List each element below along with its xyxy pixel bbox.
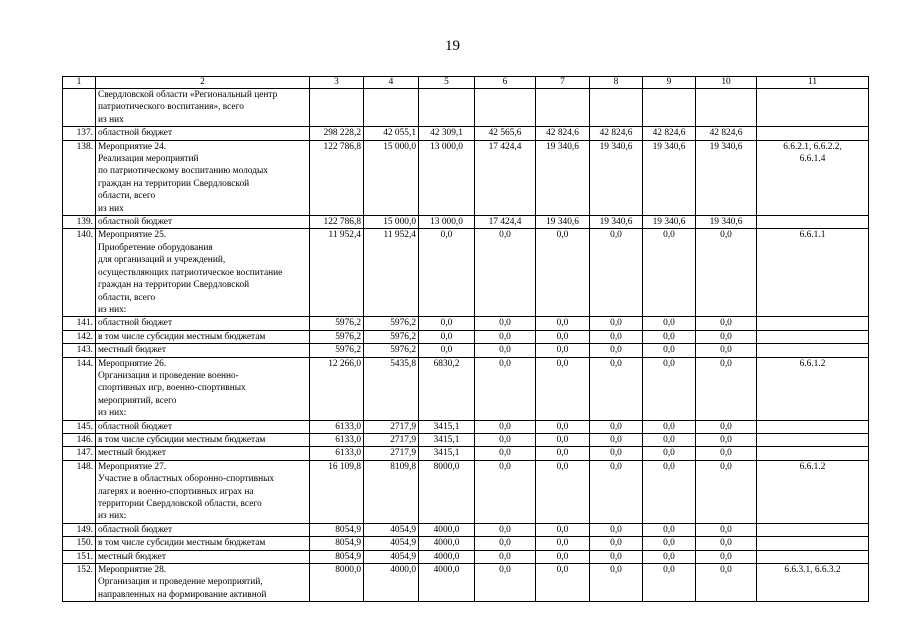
value-cell: 0,0 bbox=[590, 344, 643, 357]
table-row bbox=[63, 420, 869, 433]
page-number: 19 bbox=[445, 38, 460, 54]
value-cell: 0,0 bbox=[696, 550, 757, 563]
value-cell: 0,0 bbox=[696, 523, 757, 536]
value-cell: 298 228,2 bbox=[310, 127, 364, 140]
row-name bbox=[96, 127, 310, 140]
value-cell: 0,0 bbox=[536, 550, 590, 563]
value-cell: 0,0 bbox=[536, 357, 590, 420]
table-row bbox=[63, 523, 869, 536]
value-cell: 0,0 bbox=[696, 330, 757, 343]
value-cell: 13 000,0 bbox=[419, 140, 475, 215]
value-cell: 19 340,6 bbox=[536, 216, 590, 229]
target-indicator bbox=[757, 433, 869, 446]
budget-table bbox=[62, 76, 869, 602]
row-name-line: из них bbox=[98, 203, 124, 214]
table-row bbox=[63, 447, 869, 460]
value-cell: 4054,9 bbox=[364, 537, 419, 550]
row-name bbox=[96, 537, 310, 550]
value-cell: 5976,2 bbox=[364, 317, 419, 330]
row-number bbox=[63, 89, 96, 127]
row-name-line: Мероприятие 26. bbox=[98, 358, 167, 369]
value-cell: 8000,0 bbox=[310, 564, 364, 602]
value-cell: 5976,2 bbox=[364, 330, 419, 343]
row-name-line: в том числе субсидии местным бюджетам bbox=[98, 538, 266, 549]
row-name bbox=[96, 447, 310, 460]
row-name-line: Мероприятие 25. bbox=[98, 230, 167, 241]
value-cell: 0,0 bbox=[536, 523, 590, 536]
table-row bbox=[63, 433, 869, 446]
value-cell: 5976,2 bbox=[310, 317, 364, 330]
row-number: 142. bbox=[63, 330, 96, 343]
column-header-2: 2 bbox=[96, 77, 310, 89]
column-header-1: 1 bbox=[63, 77, 96, 89]
value-cell: 6133,0 bbox=[310, 433, 364, 446]
table-row bbox=[63, 344, 869, 357]
value-cell: 2717,9 bbox=[364, 433, 419, 446]
table-row bbox=[63, 140, 869, 215]
row-number: 145. bbox=[63, 420, 96, 433]
value-cell: 0,0 bbox=[590, 433, 643, 446]
target-indicator bbox=[757, 89, 869, 127]
value-cell: 0,0 bbox=[590, 550, 643, 563]
value-cell: 0,0 bbox=[419, 317, 475, 330]
row-name-line: Мероприятие 27. bbox=[98, 461, 167, 472]
value-cell: 5976,2 bbox=[310, 330, 364, 343]
target-indicator bbox=[757, 550, 869, 563]
target-indicator bbox=[757, 330, 869, 343]
row-name-line: областной бюджет bbox=[98, 318, 173, 329]
table-row bbox=[63, 330, 869, 343]
value-cell: 0,0 bbox=[643, 523, 696, 536]
table-row bbox=[63, 564, 869, 602]
value-cell: 0,0 bbox=[643, 344, 696, 357]
target-indicator bbox=[757, 523, 869, 536]
value-cell: 0,0 bbox=[696, 317, 757, 330]
row-name bbox=[96, 229, 310, 317]
table-row bbox=[63, 460, 869, 523]
row-name-line: патриотического воспитания», всего bbox=[98, 102, 244, 113]
column-header-11: 11 bbox=[757, 77, 869, 89]
row-name-line: Приобретение оборудования bbox=[98, 242, 213, 253]
value-cell: 0,0 bbox=[475, 330, 536, 343]
value-cell: 122 786,8 bbox=[310, 216, 364, 229]
row-name bbox=[96, 564, 310, 602]
value-cell: 122 786,8 bbox=[310, 140, 364, 215]
value-cell: 0,0 bbox=[475, 564, 536, 602]
row-number: 140. bbox=[63, 229, 96, 317]
column-header-3: 3 bbox=[310, 77, 364, 89]
value-cell: 19 340,6 bbox=[696, 216, 757, 229]
value-cell: 0,0 bbox=[536, 317, 590, 330]
value-cell: 0,0 bbox=[475, 344, 536, 357]
row-name-line: Мероприятие 28. bbox=[98, 565, 167, 576]
value-cell: 0,0 bbox=[475, 550, 536, 563]
value-cell: 8054,9 bbox=[310, 537, 364, 550]
value-cell: 8054,9 bbox=[310, 523, 364, 536]
column-header-9: 9 bbox=[643, 77, 696, 89]
value-cell: 0,0 bbox=[475, 433, 536, 446]
value-cell: 0,0 bbox=[696, 447, 757, 460]
value-cell: 0,0 bbox=[536, 229, 590, 317]
value-cell: 0,0 bbox=[696, 229, 757, 317]
value-cell: 4000,0 bbox=[419, 550, 475, 563]
value-cell: 0,0 bbox=[643, 447, 696, 460]
value-cell: 0,0 bbox=[475, 420, 536, 433]
value-cell: 0,0 bbox=[590, 537, 643, 550]
column-header-4: 4 bbox=[364, 77, 419, 89]
value-cell: 0,0 bbox=[419, 229, 475, 317]
value-cell: 11 952,4 bbox=[310, 229, 364, 317]
value-cell: 0,0 bbox=[475, 460, 536, 523]
row-name-line: лагерях и военно-спортивных играх на bbox=[98, 486, 254, 497]
row-number: 148. bbox=[63, 460, 96, 523]
value-cell: 19 340,6 bbox=[696, 140, 757, 215]
table-row bbox=[63, 537, 869, 550]
value-cell: 0,0 bbox=[590, 229, 643, 317]
value-cell: 19 340,6 bbox=[536, 140, 590, 215]
value-cell: 19 340,6 bbox=[590, 140, 643, 215]
value-cell: 13 000,0 bbox=[419, 216, 475, 229]
target-indicator bbox=[757, 344, 869, 357]
row-name-line: Реализация мероприятий bbox=[98, 154, 199, 165]
value-cell: 4054,9 bbox=[364, 523, 419, 536]
value-cell: 0,0 bbox=[475, 447, 536, 460]
value-cell: 17 424,4 bbox=[475, 140, 536, 215]
target-indicator bbox=[757, 317, 869, 330]
value-cell bbox=[696, 89, 757, 127]
row-number: 147. bbox=[63, 447, 96, 460]
row-name bbox=[96, 216, 310, 229]
value-cell bbox=[536, 89, 590, 127]
table-row bbox=[63, 357, 869, 420]
row-name-line: в том числе субсидии местным бюджетам bbox=[98, 434, 266, 445]
value-cell: 42 824,6 bbox=[643, 127, 696, 140]
row-name bbox=[96, 89, 310, 127]
value-cell: 4000,0 bbox=[419, 523, 475, 536]
value-cell: 0,0 bbox=[696, 357, 757, 420]
row-name bbox=[96, 420, 310, 433]
value-cell: 0,0 bbox=[696, 433, 757, 446]
row-name-line: из них: bbox=[98, 304, 127, 315]
value-cell: 42 824,6 bbox=[590, 127, 643, 140]
value-cell: 0,0 bbox=[419, 344, 475, 357]
table-body bbox=[63, 77, 869, 602]
row-name-line: областной бюджет bbox=[98, 217, 173, 228]
row-name bbox=[96, 140, 310, 215]
table-row bbox=[63, 89, 869, 127]
column-header-8: 8 bbox=[590, 77, 643, 89]
row-name-line: граждан на территории Свердловской bbox=[98, 178, 250, 189]
row-name bbox=[96, 344, 310, 357]
value-cell: 11 952,4 bbox=[364, 229, 419, 317]
value-cell: 0,0 bbox=[643, 420, 696, 433]
row-name-line: осуществляющих патриотическое воспитание bbox=[98, 267, 283, 278]
row-name-line: Организация и проведение военно- bbox=[98, 370, 239, 381]
row-name-line: для организаций и учреждений, bbox=[98, 255, 226, 266]
target-indicator bbox=[757, 420, 869, 433]
value-cell: 15 000,0 bbox=[364, 216, 419, 229]
value-cell: 16 109,8 bbox=[310, 460, 364, 523]
row-name bbox=[96, 357, 310, 420]
row-name-line: Мероприятие 24. bbox=[98, 141, 167, 152]
value-cell: 15 000,0 bbox=[364, 140, 419, 215]
row-number: 143. bbox=[63, 344, 96, 357]
target-indicator bbox=[757, 127, 869, 140]
row-name-line: Участие в областных оборонно-спортивных bbox=[98, 474, 275, 485]
value-cell: 42 309,1 bbox=[419, 127, 475, 140]
row-name bbox=[96, 330, 310, 343]
value-cell: 8109,8 bbox=[364, 460, 419, 523]
value-cell: 0,0 bbox=[643, 550, 696, 563]
value-cell: 0,0 bbox=[536, 420, 590, 433]
row-number: 151. bbox=[63, 550, 96, 563]
target-indicator: 6.6.3.1, 6.6.3.2 bbox=[757, 564, 869, 602]
value-cell: 0,0 bbox=[536, 433, 590, 446]
value-cell: 0,0 bbox=[696, 564, 757, 602]
row-name-line: области, всего bbox=[98, 292, 156, 303]
column-header-7: 7 bbox=[536, 77, 590, 89]
target-indicator bbox=[757, 447, 869, 460]
value-cell: 0,0 bbox=[590, 420, 643, 433]
value-cell: 0,0 bbox=[643, 330, 696, 343]
value-cell: 12 266,0 bbox=[310, 357, 364, 420]
value-cell: 0,0 bbox=[536, 344, 590, 357]
value-cell: 0,0 bbox=[590, 460, 643, 523]
column-header-6: 6 bbox=[475, 77, 536, 89]
value-cell: 0,0 bbox=[590, 357, 643, 420]
value-cell: 0,0 bbox=[475, 317, 536, 330]
row-number: 152. bbox=[63, 564, 96, 602]
value-cell: 3415,1 bbox=[419, 420, 475, 433]
value-cell: 0,0 bbox=[643, 433, 696, 446]
column-header-10: 10 bbox=[696, 77, 757, 89]
table-row bbox=[63, 317, 869, 330]
table-row bbox=[63, 550, 869, 563]
value-cell: 0,0 bbox=[475, 357, 536, 420]
row-name-line: Организация и проведение мероприятий, bbox=[98, 577, 263, 588]
value-cell: 6133,0 bbox=[310, 420, 364, 433]
row-number: 149. bbox=[63, 523, 96, 536]
value-cell: 17 424,4 bbox=[475, 216, 536, 229]
value-cell: 5435,8 bbox=[364, 357, 419, 420]
row-name-line: местный бюджет bbox=[98, 551, 166, 562]
row-name bbox=[96, 523, 310, 536]
value-cell: 0,0 bbox=[536, 447, 590, 460]
value-cell bbox=[590, 89, 643, 127]
value-cell: 4054,9 bbox=[364, 550, 419, 563]
row-name-line: из них bbox=[98, 114, 124, 125]
row-name-line: из них: bbox=[98, 408, 127, 419]
value-cell: 0,0 bbox=[643, 229, 696, 317]
row-name bbox=[96, 460, 310, 523]
value-cell: 42 824,6 bbox=[696, 127, 757, 140]
row-number: 139. bbox=[63, 216, 96, 229]
row-name-line: области, всего bbox=[98, 191, 156, 202]
row-number: 138. bbox=[63, 140, 96, 215]
value-cell: 0,0 bbox=[643, 564, 696, 602]
row-number: 150. bbox=[63, 537, 96, 550]
value-cell: 0,0 bbox=[696, 460, 757, 523]
row-name bbox=[96, 550, 310, 563]
row-name-line: областной бюджет bbox=[98, 128, 173, 139]
value-cell: 0,0 bbox=[475, 523, 536, 536]
value-cell: 0,0 bbox=[475, 229, 536, 317]
value-cell: 5976,2 bbox=[310, 344, 364, 357]
row-name-line: в том числе субсидии местным бюджетам bbox=[98, 331, 266, 342]
row-name-line: областной бюджет bbox=[98, 524, 173, 535]
value-cell: 0,0 bbox=[590, 523, 643, 536]
value-cell: 42 055,1 bbox=[364, 127, 419, 140]
value-cell: 19 340,6 bbox=[590, 216, 643, 229]
target-indicator: 6.6.1.2 bbox=[757, 460, 869, 523]
value-cell bbox=[364, 89, 419, 127]
row-number: 137. bbox=[63, 127, 96, 140]
value-cell: 6830,2 bbox=[419, 357, 475, 420]
value-cell: 0,0 bbox=[590, 330, 643, 343]
row-name-line: из них: bbox=[98, 511, 127, 522]
value-cell: 0,0 bbox=[475, 537, 536, 550]
table-row bbox=[63, 229, 869, 317]
value-cell bbox=[475, 89, 536, 127]
value-cell: 0,0 bbox=[696, 420, 757, 433]
value-cell: 3415,1 bbox=[419, 433, 475, 446]
target-indicator bbox=[757, 537, 869, 550]
value-cell: 8054,9 bbox=[310, 550, 364, 563]
target-indicator: 6.6.1.2 bbox=[757, 357, 869, 420]
value-cell: 0,0 bbox=[590, 447, 643, 460]
value-cell: 0,0 bbox=[536, 460, 590, 523]
row-name-line: местный бюджет bbox=[98, 345, 166, 356]
value-cell: 2717,9 bbox=[364, 420, 419, 433]
value-cell: 4000,0 bbox=[364, 564, 419, 602]
value-cell: 0,0 bbox=[643, 357, 696, 420]
target-indicator: 6.6.2.1, 6.6.2.2, 6.6.1.4 bbox=[757, 140, 869, 215]
row-name-line: Свердловской области «Региональный центр bbox=[98, 90, 278, 100]
value-cell: 0,0 bbox=[590, 317, 643, 330]
row-name-line: граждан на территории Свердловской bbox=[98, 280, 250, 291]
value-cell bbox=[419, 89, 475, 127]
row-name bbox=[96, 317, 310, 330]
row-number: 146. bbox=[63, 433, 96, 446]
value-cell: 0,0 bbox=[643, 460, 696, 523]
table-row bbox=[63, 127, 869, 140]
value-cell: 42 824,6 bbox=[536, 127, 590, 140]
row-name-line: территории Свердловской области, всего bbox=[98, 499, 262, 509]
row-name-line: областной бюджет bbox=[98, 421, 173, 432]
target-indicator: 6.6.1.1 bbox=[757, 229, 869, 317]
row-name-line: направленных на формирование активной bbox=[98, 589, 267, 600]
value-cell: 5976,2 bbox=[364, 344, 419, 357]
value-cell: 4000,0 bbox=[419, 564, 475, 602]
value-cell: 0,0 bbox=[536, 330, 590, 343]
value-cell: 42 565,6 bbox=[475, 127, 536, 140]
value-cell: 19 340,6 bbox=[643, 140, 696, 215]
value-cell: 0,0 bbox=[419, 330, 475, 343]
table-row bbox=[63, 216, 869, 229]
value-cell: 0,0 bbox=[536, 537, 590, 550]
row-name-line: по патриотическому воспитанию молодых bbox=[98, 166, 268, 177]
row-name-line: спортивных игр, военно-спортивных bbox=[98, 383, 246, 394]
row-name-line: местный бюджет bbox=[98, 448, 166, 459]
row-name bbox=[96, 433, 310, 446]
target-indicator bbox=[757, 216, 869, 229]
value-cell: 0,0 bbox=[590, 564, 643, 602]
header-row bbox=[63, 77, 869, 89]
row-number: 141. bbox=[63, 317, 96, 330]
value-cell: 2717,9 bbox=[364, 447, 419, 460]
value-cell: 0,0 bbox=[643, 317, 696, 330]
row-number: 144. bbox=[63, 357, 96, 420]
row-name-line: мероприятий, всего bbox=[98, 395, 177, 406]
value-cell bbox=[643, 89, 696, 127]
value-cell: 19 340,6 bbox=[643, 216, 696, 229]
value-cell: 6133,0 bbox=[310, 447, 364, 460]
value-cell: 0,0 bbox=[696, 537, 757, 550]
value-cell: 3415,1 bbox=[419, 447, 475, 460]
value-cell: 0,0 bbox=[536, 564, 590, 602]
value-cell bbox=[310, 89, 364, 127]
value-cell: 0,0 bbox=[696, 344, 757, 357]
value-cell: 8000,0 bbox=[419, 460, 475, 523]
value-cell: 0,0 bbox=[643, 537, 696, 550]
value-cell: 4000,0 bbox=[419, 537, 475, 550]
column-header-5: 5 bbox=[419, 77, 475, 89]
